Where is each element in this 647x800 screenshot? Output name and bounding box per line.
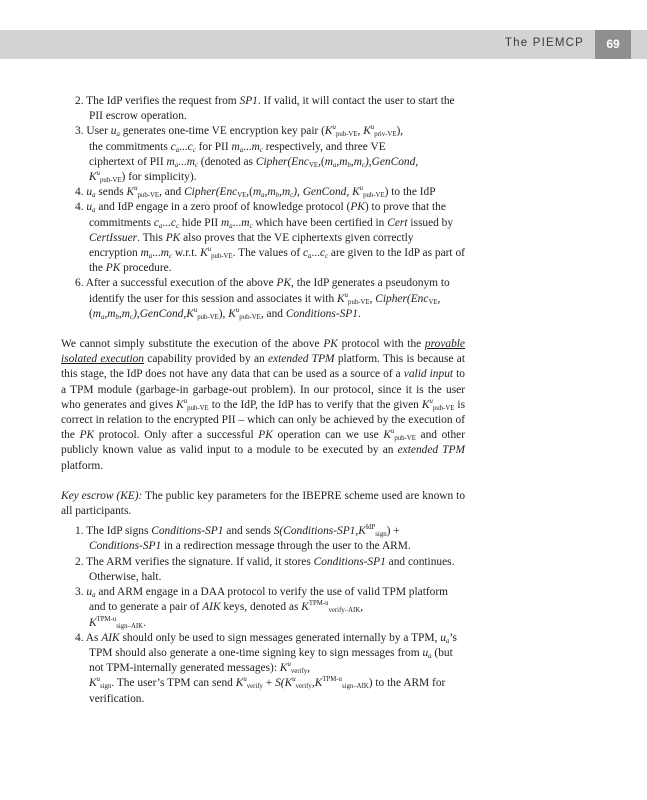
list-item: 3. $u_a$ and ARM engage in a DAA protocol to verify the use of valid TPM platform and to generate a pair of AIK keys, denoted as $K^{TPM-u}_{verify-AIK}$, $K^{TPM-u}_{sign-AIK}$.	[75, 586, 449, 630]
list-item: 4. $u_a$ sends $K^u_{pub-VE}$, and $Cipher(Enc_{VE},(m_a,m_b,m_c)$, GenCond, $K^u_{pub-VE}$) to the IdP	[75, 185, 436, 200]
protocol-steps-list	[61, 94, 465, 322]
list-item: 4. $u_a$ and IdP engage in a zero proof of knowledge protocol (PK) to prove that the commitments $c_a...c_c$ hide PII $m_a...m_c$ which have been certified in Cert issued by CertIssuer. This PK also proves that the VE ciphertexts given correctly encryption $m_a...m_c$ w.r.t. $K^u_{pub-VE}$. The values of $c_a...c_c$ are given to the IdP as part of the PK procedure.	[75, 201, 465, 275]
list-item: 4. As AIK should only be used to sign messages generated internally by a TPM, $u_a’s$ TPM should also generate a one-time signing key to sign messages from $u_a$ (but not TPM-internally generated messages): $K^u_{verify}$, $K^u_{sign}$. The user’s TPM can send $K^u_{verify} + S(K^u_{verify},K^{TPM-u}_{sign-AIK})$ to the ARM for verification.	[75, 631, 457, 705]
key-escrow-paragraph: Key escrow (KE): The public key parameters for the IBEPRE scheme used are known to all participants.	[61, 489, 466, 518]
list-item: 1. The IdP signs Conditions-SP1 and sends $S(Conditions-SP1,K^{IdP}_{sign})$ + Conditions-SP1 in a redirection message through the user to the ARM.	[75, 524, 411, 553]
page-body	[61, 94, 465, 707]
key-pub: $K^u_{pub-VE}$	[324, 124, 358, 139]
list-item: 2. The ARM verifies the signature. If valid, it stores Conditions-SP1 and continues. Otherwise, halt.	[75, 555, 455, 583]
key-escrow-steps-list	[61, 524, 465, 706]
body-paragraph: We cannot simply substitute the execution of the above PK protocol with the provable isolated execution capability provided by an extended TPM platform. This is because at this stage, the IdP does not have any data that can be used as a source of a valid input to a TPM module (garbage-in garbage-out problem). In our protocol, since it is the user who generates and gives $K^u_{pub-VE}$ to the IdP, the IdP has to verify that the given $K^u_{pub-VE}$ is correct in relation to the encrypted PII – which can only be achieved by the execution of the PK protocol. Only after a successful PK operation can we use $K^u_{pub-VE}$ and other publicly known value as valid input to a module to be executed by an extended TPM platform.	[61, 338, 466, 472]
page-number: 69	[595, 30, 631, 59]
list-item: 3. User $u_a$ generates one-time VE encryption key pair ($K^u_{pub-VE}$, $K^u_{priv-VE}$), the commitments $c_a...c_c$ for PII $m_a...m_c$ respectively, and three VE ciphertext of PII $m_a...m_c$ (denoted as $Cipher(Enc_{VE},(m_a,m_b,m_c),GenCond$, $K^u_{pub-VE}$) for simplicity).	[75, 124, 419, 185]
key-priv: $K^u_{priv-VE}$	[363, 124, 397, 139]
running-title: The PIEMCP	[504, 37, 584, 49]
list-item: 6. After a successful execution of the above PK, the IdP generates a pseudonym to identify the user for this session and associates it with $K^u_{pub-VE}$, $Cipher(Enc_{VE},(m_a,m_b,m_c),GenCond,K^u_{pub-VE})$, $K^u_{pub-VE}$, and Conditions-SP1.	[75, 277, 450, 321]
list-item: 2. The IdP verifies the request from SP1. If valid, it will contact the user to start the PII escrow operation.	[75, 95, 455, 123]
